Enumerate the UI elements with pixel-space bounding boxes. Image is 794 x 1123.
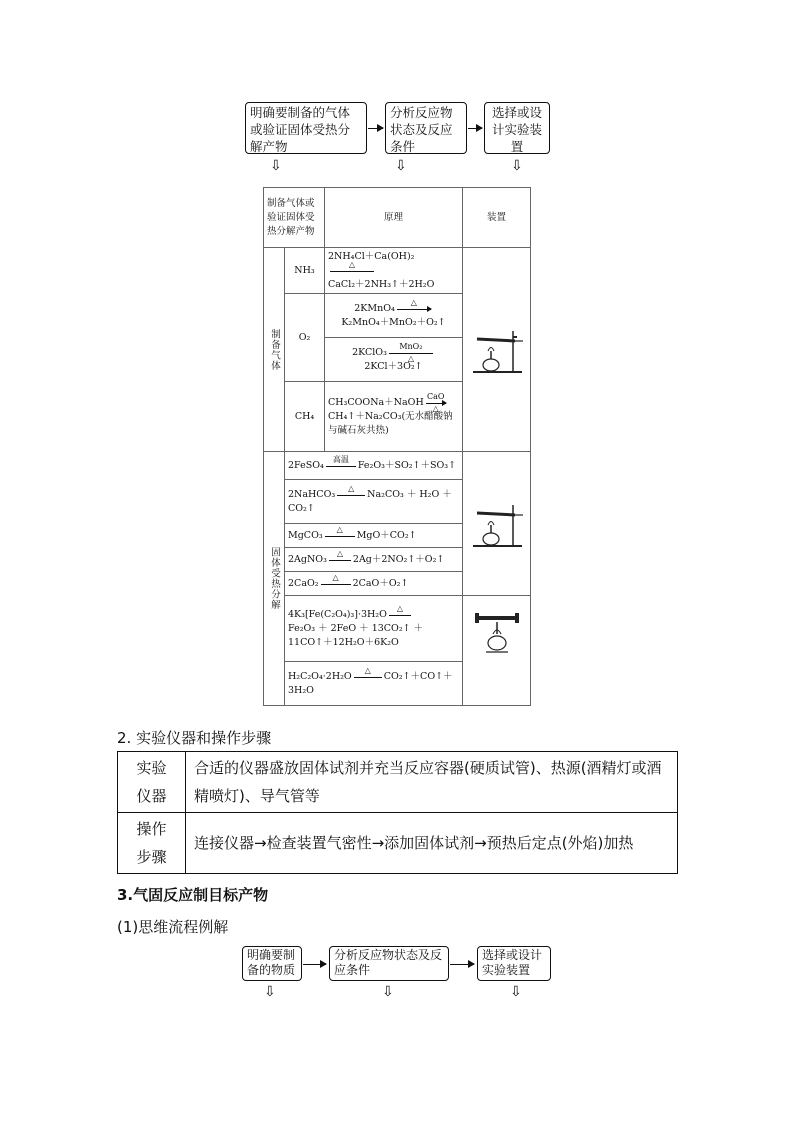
- flow-arrow: [368, 128, 383, 129]
- o2-equation-kclo3: 2KClO₃ MnO₂ △ 2KCl＋3O₂↑: [325, 338, 463, 382]
- ch4-label: CH₄: [285, 382, 325, 452]
- steps-label: 操作步骤: [118, 813, 186, 874]
- flow-box-analyze: 分析反应物状态及反应条件: [385, 102, 467, 154]
- section2-heading: 2. 实验仪器和操作步骤: [117, 729, 272, 747]
- down-arrow-icon: ⇩: [510, 984, 522, 1000]
- header-principle: 原理: [325, 188, 463, 248]
- decompose-apparatus-1: [463, 452, 531, 596]
- flow-box-device: 选择或设计实验装置: [484, 102, 550, 154]
- horizontal-tube-apparatus-icon: [472, 608, 522, 658]
- flow-arrow: [468, 128, 482, 129]
- o2-equation-kmno4: 2KMnO₄ △ K₂MnO₄＋MnO₂＋O₂↑: [325, 294, 463, 338]
- flow2-box-device: 选择或设计实验装置: [477, 946, 551, 981]
- eq-mgco3: MgCO₃ △ MgO＋CO₂↑: [285, 524, 463, 548]
- instruments-label: 实验仪器: [118, 752, 186, 813]
- header-device: 装置: [463, 188, 531, 248]
- flow2-arrow: [303, 964, 326, 965]
- header-product: 制备气体或验证固体受热分解产物: [264, 188, 325, 248]
- eq-agno3: 2AgNO₃ △ 2Ag＋2NO₂↑＋O₂↑: [285, 548, 463, 572]
- eq-feso4: 2FeSO₄ 高温 Fe₂O₃＋SO₂↑＋SO₃↑: [285, 452, 463, 480]
- down-arrow-icon: ⇩: [395, 158, 407, 174]
- flow-box-goal: 明确要制备的气体或验证固体受热分解产物: [245, 102, 367, 154]
- steps-text: 连接仪器→检查装置气密性→添加固体试剂→预热后定点(外焰)加热: [186, 813, 678, 874]
- eq-h2c2o4: H₂C₂O₄·2H₂O △ CO₂↑＋CO↑＋3H₂O: [285, 662, 463, 706]
- section3-subheading: (1)思维流程例解: [117, 918, 229, 936]
- down-arrow-icon: ⇩: [264, 984, 276, 1000]
- down-arrow-icon: ⇩: [270, 158, 282, 174]
- instruments-text: 合适的仪器盛放固体试剂并充当反应容器(硬质试管)、热源(酒精灯或酒精喷灯)、导气管等: [186, 752, 678, 813]
- flow2-arrow: [450, 964, 474, 965]
- group-label-gas: 制备气体: [264, 248, 285, 452]
- ch4-equation: CH₃COONa＋NaOH CaO △ CH₄↑＋Na₂CO₃(无水醋酸钠与碱石灰共热): [325, 382, 463, 452]
- down-arrow-icon: ⇩: [511, 158, 523, 174]
- heating-apparatus-icon: [467, 317, 527, 377]
- section3-heading: 3.气固反应制目标产物: [117, 886, 269, 904]
- nh3-equation: 2NH₄Cl＋Ca(OH)₂ △ CaCl₂＋2NH₃↑＋2H₂O: [325, 248, 463, 294]
- down-arrow-icon: ⇩: [382, 984, 394, 1000]
- flow2-box-goal: 明确要制备的物质: [242, 946, 302, 981]
- instrument-table: [117, 751, 678, 874]
- eq-k3fec2o4: 4K₃[Fe(C₂O₄)₃]·3H₂O △ Fe₂O₃ ＋ 2FeO ＋ 13CO₂↑ ＋ 11CO↑＋12H₂O＋6K₂O: [285, 596, 463, 662]
- flow2-box-analyze: 分析反应物状态及反应条件: [329, 946, 449, 981]
- decompose-apparatus-2: [463, 596, 531, 706]
- eq-cao2: 2CaO₂ △ 2CaO＋O₂↑: [285, 572, 463, 596]
- nh3-label: NH₃: [285, 248, 325, 294]
- heating-apparatus-icon: [467, 491, 527, 551]
- reaction-table: [263, 187, 531, 706]
- eq-nahco3: 2NaHCO₃ △ Na₂CO₃ ＋ H₂O ＋ CO₂↑: [285, 480, 463, 524]
- gas-apparatus: [463, 248, 531, 452]
- group-label-decompose: 固体受热分解: [264, 452, 285, 706]
- o2-label: O₂: [285, 294, 325, 382]
